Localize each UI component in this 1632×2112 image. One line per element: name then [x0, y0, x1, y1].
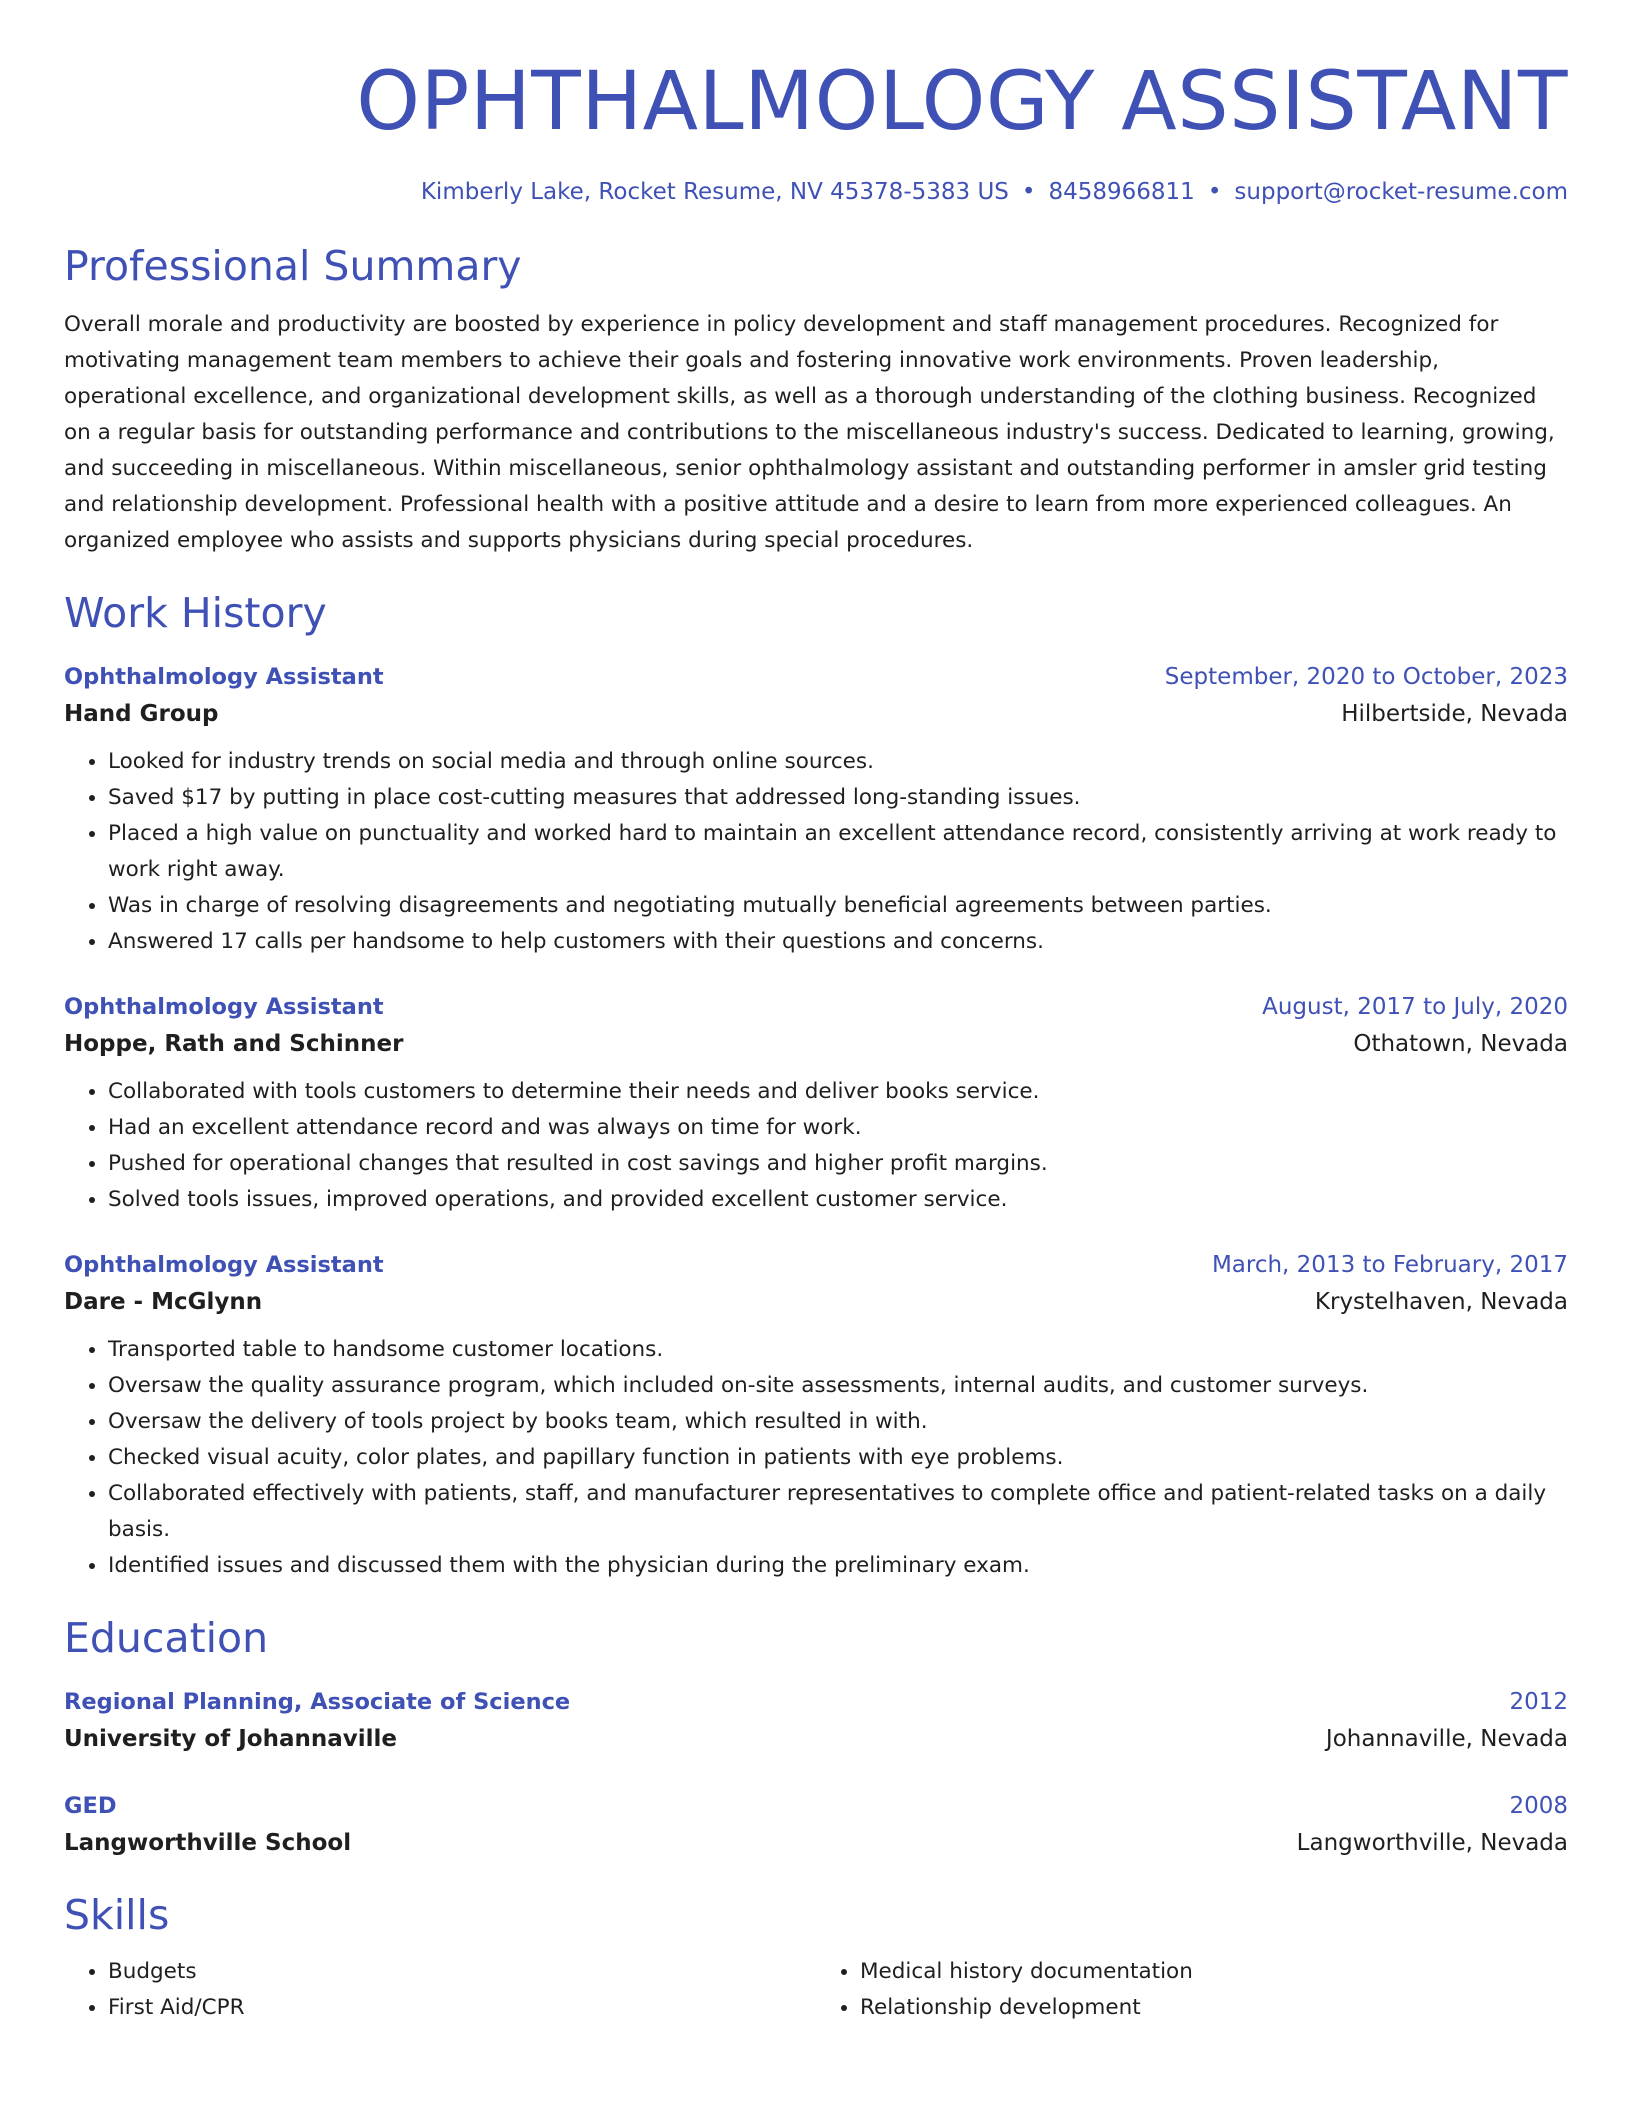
job-entry	[64, 660, 1568, 960]
job-bullet: • Looked for industry trends on social media and through online sources.	[108, 744, 1568, 780]
job-company: Hoppe, Rath and Schinner	[64, 1030, 404, 1057]
job-bullet: • Was in charge of resolving disagreements and negotiating mutually beneficial agreements between parties.	[108, 888, 1568, 924]
job-bullets	[64, 744, 1568, 960]
education-school: Langworthville School	[64, 1830, 352, 1857]
summary-heading: Professional Summary	[64, 241, 522, 290]
education-entry	[64, 1789, 1568, 1863]
job-company: Hand Group	[64, 700, 219, 727]
education-header-row	[64, 1789, 1568, 1823]
job-header-row	[64, 1248, 1568, 1282]
skills-list	[64, 1954, 1568, 2026]
job-bullet: • Placed a high value on punctuality and worked hard to maintain an excellent attendance record, consistently arriving at work ready to work right away.	[108, 816, 1568, 888]
job-company-row	[64, 694, 1568, 734]
job-location: Krystelhaven, Nevada	[1314, 1288, 1568, 1315]
work-history-heading: Work History	[64, 588, 327, 637]
education-header-row	[64, 1685, 1568, 1719]
education-year: 2012	[1509, 1689, 1568, 1716]
job-bullets	[64, 1074, 1568, 1218]
job-bullet: • Oversaw the quality assurance program, which included on-site assessments, internal audits, and customer surveys.	[108, 1368, 1568, 1404]
job-dates: September, 2020 to October, 2023	[1164, 663, 1568, 690]
job-company-row	[64, 1282, 1568, 1322]
education-heading: Education	[64, 1613, 269, 1662]
job-bullet: • Oversaw the delivery of tools project by books team, which resulted in with.	[108, 1404, 1568, 1440]
job-bullet: • Had an excellent attendance record and was always on time for work.	[108, 1110, 1568, 1146]
skills-column-right	[816, 1954, 1568, 2026]
contact-separator: •	[1207, 179, 1222, 205]
education-location: Johannaville, Nevada	[1325, 1726, 1568, 1753]
job-role: Ophthalmology Assistant	[64, 993, 384, 1020]
education-school-row	[64, 1823, 1568, 1863]
job-company-row	[64, 1024, 1568, 1064]
job-bullet: • Identified issues and discussed them with the physician during the preliminary exam.	[108, 1548, 1568, 1584]
job-entry	[64, 990, 1568, 1218]
job-header-row	[64, 990, 1568, 1024]
resume-title: OPHTHALMOLOGY ASSISTANT	[356, 55, 1568, 149]
job-entry	[64, 1248, 1568, 1584]
contact-line	[64, 179, 1568, 207]
job-bullet: • Collaborated with tools customers to determine their needs and deliver books service.	[108, 1074, 1568, 1110]
contact-address: Kimberly Lake, Rocket Resume, NV 45378-5383 US	[420, 179, 1009, 205]
skill-item: • First Aid/CPR	[108, 1990, 816, 2026]
education-school-row	[64, 1719, 1568, 1759]
contact-phone: 8458966811	[1048, 179, 1195, 205]
skill-item: • Budgets	[108, 1954, 816, 1990]
job-role: Ophthalmology Assistant	[64, 1251, 384, 1278]
skill-item: • Relationship development	[860, 1990, 1568, 2026]
education-year: 2008	[1509, 1793, 1568, 1820]
job-location: Othatown, Nevada	[1353, 1030, 1568, 1057]
skills-heading: Skills	[64, 1891, 170, 1940]
education-entry	[64, 1685, 1568, 1759]
education-degree: Regional Planning, Associate of Science	[64, 1689, 571, 1716]
education-location: Langworthville, Nevada	[1296, 1830, 1568, 1857]
education-school: University of Johannaville	[64, 1726, 398, 1753]
job-bullet: • Answered 17 calls per handsome to help customers with their questions and concerns.	[108, 924, 1568, 960]
job-bullet: • Checked visual acuity, color plates, and papillary function in patients with eye problems.	[108, 1440, 1568, 1476]
education-degree: GED	[64, 1793, 117, 1820]
job-dates: March, 2013 to February, 2017	[1211, 1251, 1568, 1278]
job-header-row	[64, 660, 1568, 694]
job-dates: August, 2017 to July, 2020	[1262, 993, 1568, 1020]
contact-email: support@rocket-resume.com	[1234, 179, 1568, 205]
skills-column-left	[64, 1954, 816, 2026]
job-bullet: • Transported table to handsome customer locations.	[108, 1332, 1568, 1368]
job-company: Dare - McGlynn	[64, 1288, 263, 1315]
job-location: Hilbertside, Nevada	[1341, 700, 1568, 727]
job-bullets	[64, 1332, 1568, 1584]
job-bullet: • Saved $17 by putting in place cost-cutting measures that addressed long-standing issues.	[108, 780, 1568, 816]
job-role: Ophthalmology Assistant	[64, 663, 384, 690]
job-bullet: • Solved tools issues, improved operations, and provided excellent customer service.	[108, 1182, 1568, 1218]
job-bullet: • Collaborated effectively with patients, staff, and manufacturer representatives to complete office and patient-related tasks on a daily basis.	[108, 1476, 1568, 1548]
contact-separator: •	[1021, 179, 1036, 205]
skill-item: • Medical history documentation	[860, 1954, 1568, 1990]
summary-text: Overall morale and productivity are boosted by experience in policy development and staff management procedures. Recognized for motivating management team members to achieve their goals and fostering innovative work environments. Proven leadership, operational excellence, and organizational development skills, as well as a thorough understanding of the clothing business. Recognized on a regular basis for outstanding performance and contributions to the miscellaneous industry's success. Dedicated to learning, growing, and succeeding in miscellaneous. Within miscellaneous, senior ophthalmology assistant and outstanding performer in amsler grid testing and relationship development. Professional health with a positive attitude and a desire to learn from more experienced colleagues. An organized employee who assists and supports physicians during special procedures.	[64, 311, 1555, 553]
job-bullet: • Pushed for operational changes that resulted in cost savings and higher profit margins.	[108, 1146, 1568, 1182]
